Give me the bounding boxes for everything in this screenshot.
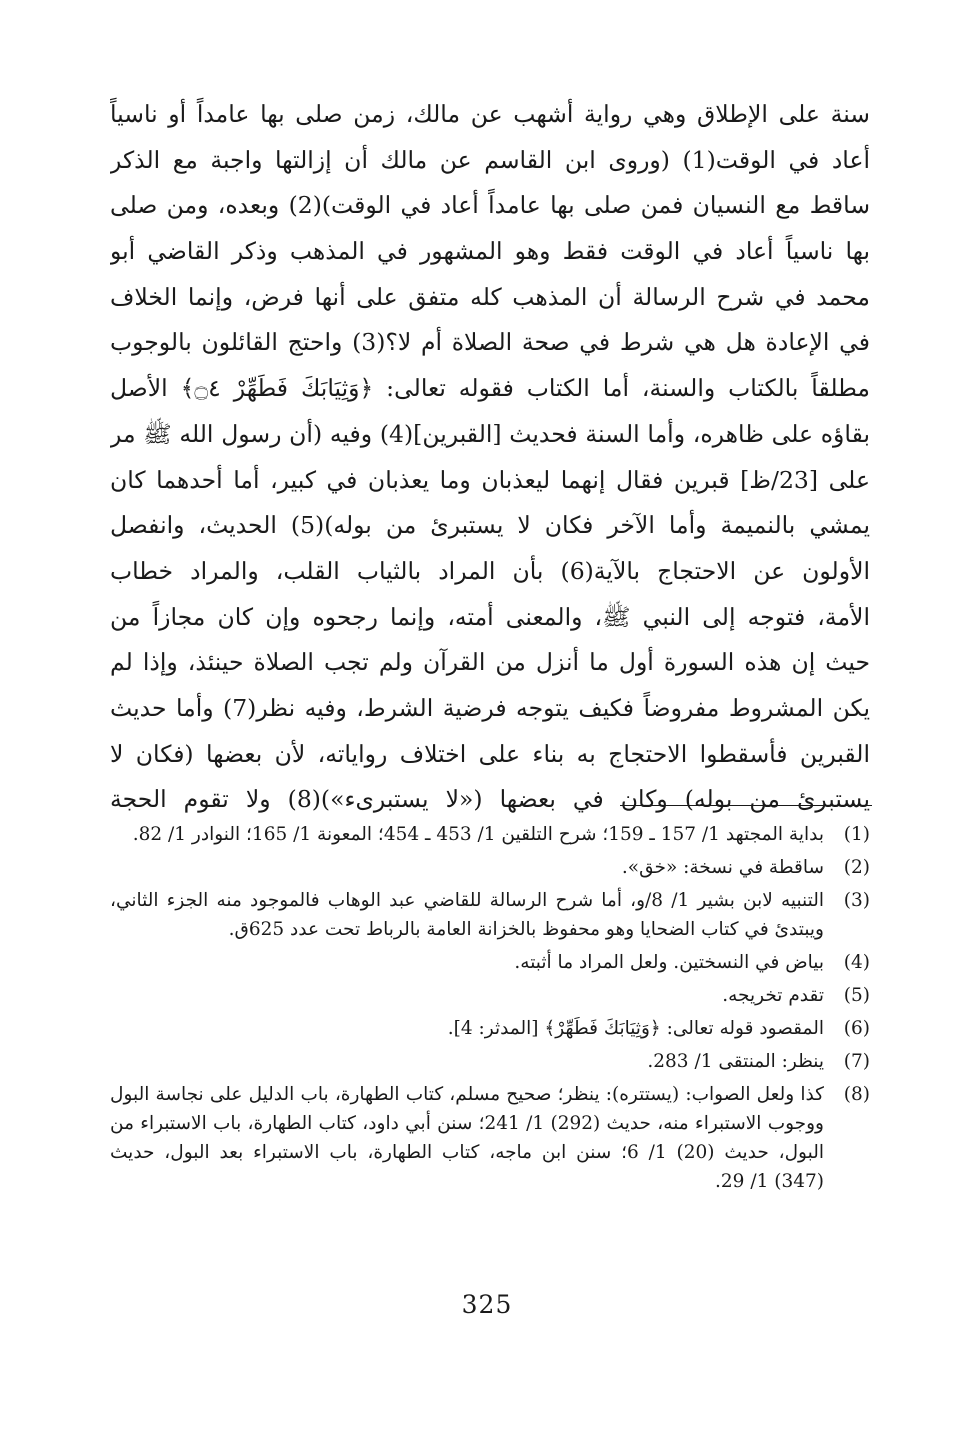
footnote-number: (2) — [843, 857, 870, 878]
footnote-number: (8) — [843, 1084, 870, 1105]
footnote — [110, 948, 870, 977]
footnote-text: المقصود قوله تعالى: ﴿وَثِيَابَكَ فَطَهِّرْ﴾ [المدثر: 4]. — [447, 1018, 824, 1039]
text-line: بها ناسياً أعاد في الوقت فقط وهو المشهور في المذهب وذكر القاضي أبو — [110, 237, 870, 266]
text-line: ساقط مع النسيان فمن صلى بها عامداً أعاد في الوقت)(2) وبعده، ومن صلى — [110, 191, 870, 220]
footnote-text: تقدم تخريجه. — [722, 985, 824, 1006]
footnote-text: بياض في النسختين. ولعل المراد ما أثبته. — [514, 952, 824, 973]
text-line: يكن المشروط مفروضاً فكيف يتوجه فرضية الشرط، وفيه نظر(7) وأما حديث — [110, 693, 870, 722]
text-line: يستبرئ من بوله) وكان في بعضها («لا يستبرىء»)(8) ولا تقوم الحجة — [110, 785, 870, 814]
footnote — [110, 1014, 870, 1043]
page-number: 325 — [461, 1290, 513, 1319]
text-line: سنة على الإطلاق وهي رواية أشهب عن مالك، زمن صلى بها عامداً أو ناسياً — [110, 100, 870, 128]
footnote-number: (7) — [843, 1051, 870, 1072]
footnote — [110, 981, 870, 1010]
text-line: مطلقاً بالكتاب والسنة، أما الكتاب فقوله تعالى: ﴿وَثِيَابَكَ فَطَهِّرْ ۝٤﴾ الأصل — [110, 374, 870, 403]
text-line: على [23/ظ] قبرين فقال إنهما ليعذبان وما يعذبان في كبير، أما أحدهما كان — [110, 465, 870, 494]
footnote-number: (6) — [843, 1018, 870, 1039]
text-line: القبرين فأسقطوا الاحتجاج به بناء على اختلاف رواياته، لأن بعضها (فكان لا — [110, 739, 870, 768]
footnote — [110, 886, 870, 944]
footnote-separator — [620, 805, 872, 806]
text-line: أعاد في الوقت(1) (وروى ابن القاسم عن مالك أن إزالتها واجبة مع الذكر — [110, 145, 870, 174]
footnote-number: (4) — [843, 952, 870, 973]
footnote — [110, 853, 870, 882]
footnote-text: ساقطة في نسخة: «خق». — [621, 857, 824, 878]
footnote-text: كذا ولعل الصواب: (يستتره): ينظر؛ صحيح مسلم، كتاب الطهارة، باب الدليل على نجاسة البول ووجوب الاستبراء منه، حديث (292) 1/ 241؛ سنن أبي داود، كتاب الطهارة، باب الاستبراء من البول، حديث (20) 1/ 6؛ سنن ابن ماجه، كتاب الطهارة، باب الاستبراء بعد البول، حديث (347) 1/ 29. — [110, 1084, 824, 1192]
main-text — [110, 92, 870, 823]
footnote-number: (1) — [843, 824, 870, 845]
text-line: حيث إن هذه السورة أول ما أنزل من القرآن ولم تجب الصلاة حينئذ، وإذا لم — [110, 648, 870, 677]
footnote — [110, 820, 870, 849]
footnote — [110, 1080, 870, 1196]
footnote-text: التنبيه لابن بشير 1/ 8/و، أما شرح الرسالة للقاضي عبد الوهاب فالموجود منه الجزء الثاني، ويبتدئ في كتاب الضحايا وهو محفوظ بالخزانة العامة بالرباط تحت عدد 625ق. — [110, 890, 824, 940]
text-line: في الإعادة هل هي شرط في صحة الصلاة أم لا؟(3) واحتج القائلون بالوجوب — [110, 328, 870, 357]
text-line: يمشي بالنميمة وأما الآخر فكان لا يستبرئ من بوله)(5) الحديث، وانفصل — [110, 511, 870, 540]
footnote-text: ينظر: المنتقى 1/ 283. — [647, 1051, 824, 1072]
footnotes — [110, 820, 870, 1200]
footnote-number: (3) — [843, 890, 870, 911]
text-line: بقاؤه على ظاهره، وأما السنة فحديث [القبرين](4) وفيه (أن رسول الله ﷺ مر — [110, 419, 870, 448]
text-line: محمد في شرح الرسالة أن المذهب كله متفق على أنها فرض، وإنما الخلاف — [110, 282, 870, 311]
text-line: الأولون عن الاحتجاج بالآية(6) بأن المراد بالثياب القلب، والمراد خطاب — [110, 556, 870, 585]
footnote-number: (5) — [843, 985, 870, 1006]
footnote-text: بداية المجتهد 1/ 157 ـ 159؛ شرح التلقين 1/ 453 ـ 454؛ المعونة 1/ 165؛ النوادر 1/ 82. — [132, 824, 824, 845]
footnote — [110, 1047, 870, 1076]
text-line: الأمة، فتوجه إلى النبي ﷺ، والمعنى أمته، وإنما رجحوه وإن كان مجازاً من — [110, 602, 870, 631]
